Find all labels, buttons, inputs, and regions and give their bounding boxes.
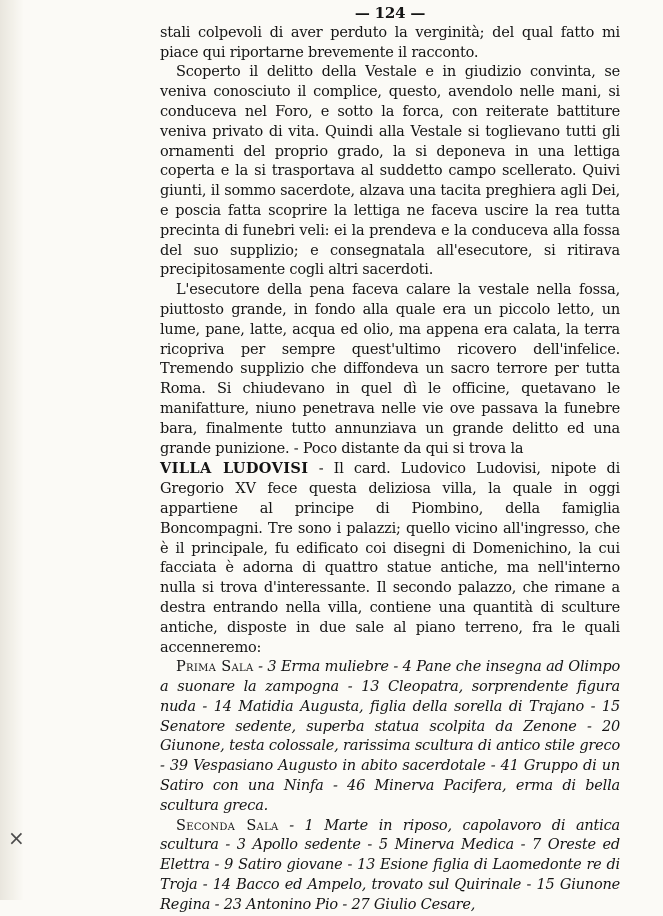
villa-description: - Il card. Ludovico Ludovisi, nipote di Gregorio XV fece questa deliziosa villa, la quale in oggi appartiene al principe di Piombino, della famiglia Boncompagni. Tre sono i palazzi; quello vicino all'ingresso, che è il principale, fu edificato coi disegni di Domenichino, la cui facciata è adorna di quattro statue antiche, ma nell'interno nulla si trova d'interessante. Il secondo palazzo, che rimane a destra entrando nella villa, contiene una quantità di sculture antiche, disposte in due sale al piano terreno, fra le quali accenneremo:: [160, 461, 621, 656]
seconda-sala-list: - 1 Marte in riposo, capolavoro di antica scultura - 3 Apollo sedente - 5 Minerva Medica - 7 Oreste ed Elettra - 9 Satiro giovane - 13 Esione figlia di Laomedonte re di Troja - 14 Bacco ed Ampelo, trovato sul Quirinale - 15 Giunone Regina - 23 Antonino Pio - 27 Giulio Cesare,: [160, 817, 620, 913]
paragraph-execution: L'esecutore della pena faceva calare la vestale nella fossa, piuttosto grande, in fondo alla quale era un piccolo letto, un lume, pane, latte, acqua ed olio, ma appena era calata, la terra ricopriva per sempre quest'ultimo ricovero dell'infelice. Tremendo supplizio che diffondeva un sacro terrore per tutta Roma. Si chiudevano in quel dì le officine, quetavano le manifatture, niuno penetrava nelle vie ove passava la funebre bara, finalmente tutto annunziava un grande delitto ed una grande punizione. - Poco distante da qui si trova la: [160, 282, 620, 457]
paragraph-prima-sala: [160, 658, 620, 816]
prima-sala-list: - 3 Erma muliebre - 4 Pane che insegna ad Olimpo a suonare la zampogna - 13 Cleopatra, sorprendente figura nuda - 14 Matidia Augusta, figlia della sorella di Trajano - 15 Senatore sedente, superba statua scolpita da Zenone - 20 Giunone, testa colossale, rarissima scultura di antico stile greco - 39 Vespasiano Augusto in abito sacerdotale - 41 Gruppo di un Satiro con una Ninfa - 46 Minerva Pacifera, erma di bella scultura greca.: [160, 659, 620, 814]
page-number: — 124 —: [354, 4, 426, 22]
gutter-mark: ×: [8, 826, 25, 850]
page-gutter-shadow: [0, 0, 24, 900]
paragraph-vestale-punishment: Scoperto il delitto della Vestale e in giudizio convinta, se veniva conosciuto il complice, questo, avendolo nelle mani, si conduceva nel Foro, e sotto la forca, con reiterate battiture veniva privato di vita. Quindi alla Vestale si toglievano tutti gli ornamenti del proprio grado, la si deponeva in una lettiga coperta e la si trasportava al suddetto campo scellerato. Quivi giunti, il sommo sacerdote, alzava una tacita preghiera agli Dei, e poscia fatta scoprire la lettiga ne faceva uscire la rea tutta precinta di funebri veli: ei la prendeva e la conduceva alla fossa del suo supplizio; e consegnatala all'esecutore, si ritirava precipitosamente cogli altri sacerdoti.: [160, 64, 620, 279]
page-body: [160, 24, 620, 916]
paragraph-continuation: stali colpevoli di aver perduto la verginità; del qual fatto mi piace qui riportarne brevemente il racconto.: [160, 24, 620, 61]
villa-heading: VILLA LUDOVISI: [160, 460, 309, 478]
paragraph-villa-ludovisi: [160, 459, 620, 658]
paragraph-seconda-sala: [160, 817, 620, 916]
seconda-sala-label: Seconda Sala: [176, 817, 279, 834]
book-page: [160, 4, 620, 916]
prima-sala-label: Prima Sala: [176, 659, 254, 676]
